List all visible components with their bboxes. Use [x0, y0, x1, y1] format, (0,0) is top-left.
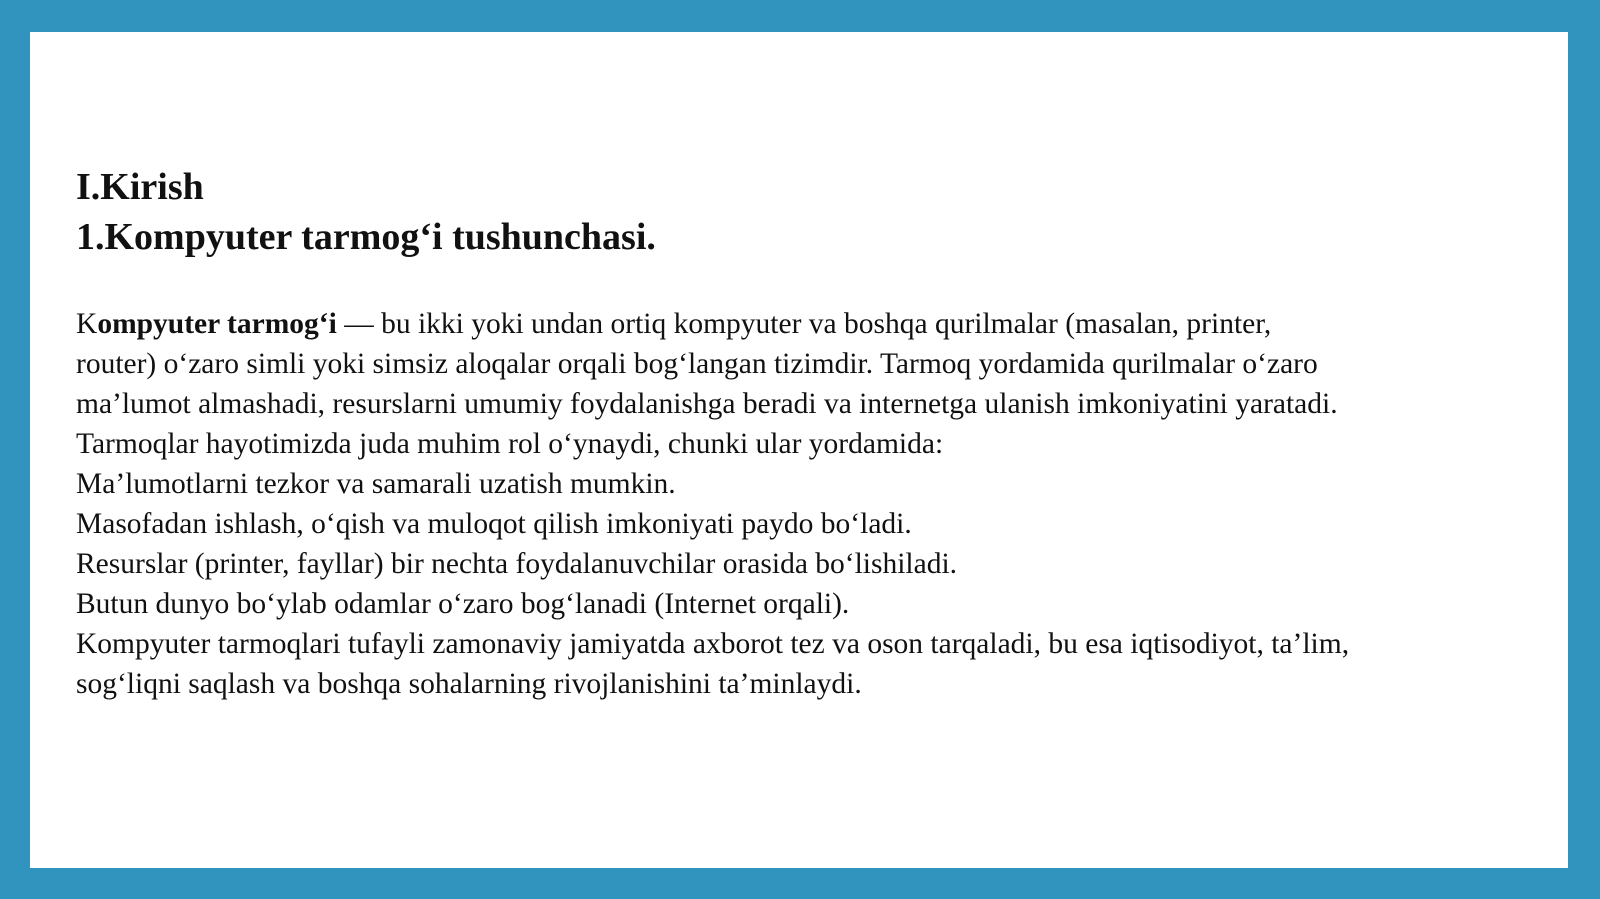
slide-content: [76, 162, 1546, 704]
definition-term: ompyuter tarmog‘i: [97, 308, 337, 340]
text-line: ma’lumot almashadi, resurslarni umumiy foydalanishga beradi va internetga ulanish imkoniyatini yaratadi.: [76, 388, 1338, 420]
list-item: Resurslar (printer, fayllar) bir nechta foydalanuvchilar orasida bo‘lishiladi.: [76, 548, 958, 580]
text-line: sog‘liqni saqlash va boshqa sohalarning rivojlanishini ta’minlaydi.: [76, 668, 862, 700]
section-heading: I.Kirish: [76, 166, 204, 208]
definition-text: — bu ikki yoki undan ortiq kompyuter va boshqa qurilmalar (masalan, printer,: [336, 308, 1272, 340]
definition-term-first-letter: K: [76, 308, 98, 340]
list-item: Butun dunyo bo‘ylab odamlar o‘zaro bog‘lanadi (Internet orqali).: [76, 588, 850, 620]
list-item: Ma’lumotlarni tezkor va samarali uzatish mumkin.: [76, 468, 676, 500]
text-line: Kompyuter tarmoqlari tufayli zamonaviy jamiyatda axborot tez va oson tarqaladi, bu esa iqtisodiyot, ta’lim,: [76, 628, 1350, 660]
definition-line: [76, 304, 1546, 344]
slide: [30, 32, 1568, 868]
text-line: Tarmoqlar hayotimizda juda muhim rol o‘ynaydi, chunki ular yordamida:: [76, 428, 944, 460]
body-text: [76, 304, 1546, 704]
list-item: Masofadan ishlash, o‘qish va muloqot qilish imkoniyati paydo bo‘ladi.: [76, 508, 912, 540]
subsection-heading: 1.Kompyuter tarmog‘i tushunchasi.: [76, 216, 656, 258]
text-line: router) o‘zaro simli yoki simsiz aloqalar orqali bog‘langan tizimdir. Tarmoq yordamida qurilmalar o‘zaro: [76, 348, 1318, 380]
